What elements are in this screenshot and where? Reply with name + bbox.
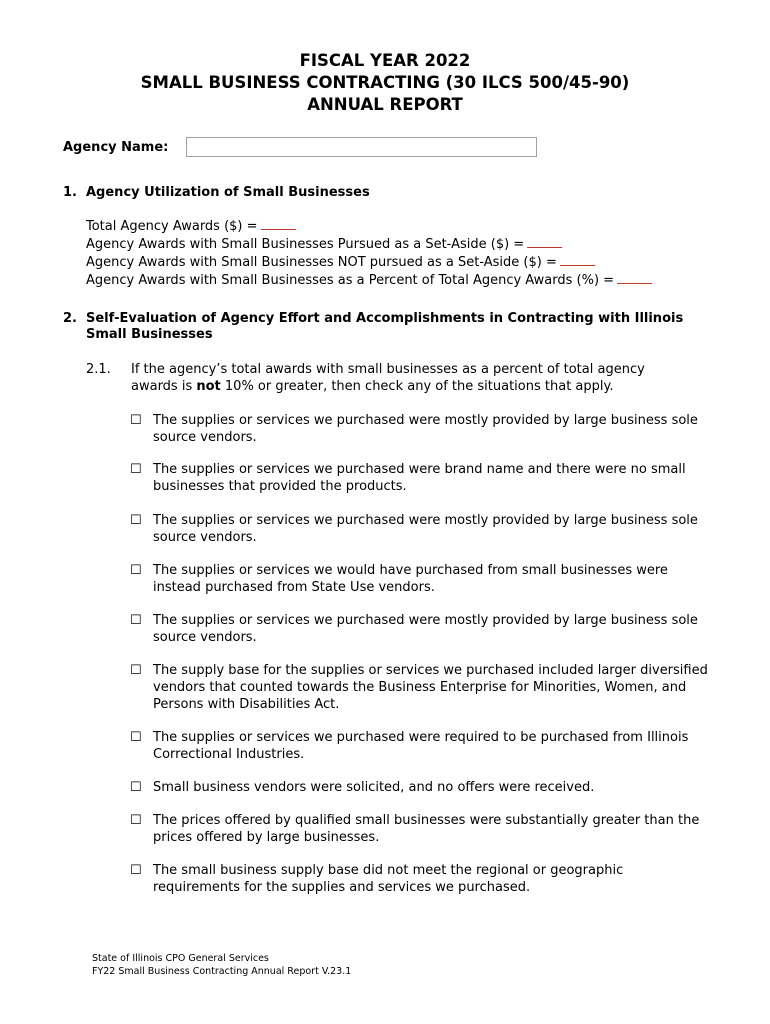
section-1-number: 1. <box>63 185 77 200</box>
agency-name-input[interactable] <box>186 137 537 157</box>
option-10-text: The small business supply base did not meet the regional or geographic requirements for the supplies and services we purchased. <box>153 863 624 895</box>
option-3-text: The supplies or services we purchased were mostly provided by large business sole source vendors. <box>153 513 698 545</box>
checkbox-2[interactable]: ☐ <box>130 462 142 477</box>
report-title <box>0 50 770 116</box>
option-7-text: The supplies or services we purchased were required to be purchased from Illinois Correctional Industries. <box>153 730 689 762</box>
percent-awards-blank[interactable] <box>617 271 652 284</box>
option-9-text: The prices offered by qualified small businesses were substantially greater than the prices offered by large businesses. <box>153 813 700 845</box>
page-footer <box>92 952 351 978</box>
option-2-text: The supplies or services we purchased were brand name and there were no small businesses that provided the products. <box>153 462 686 494</box>
checkbox-7[interactable]: ☐ <box>130 730 142 745</box>
title-line-2: SMALL BUSINESS CONTRACTING (30 ILCS 500/45-90) <box>140 73 630 92</box>
checkbox-10[interactable]: ☐ <box>130 863 142 878</box>
title-line-3: ANNUAL REPORT <box>307 95 463 114</box>
set-aside-awards-blank[interactable] <box>527 235 562 248</box>
total-awards-blank[interactable] <box>261 217 296 230</box>
not-set-aside-awards-blank[interactable] <box>560 253 595 266</box>
agency-name-label: Agency Name: <box>63 140 169 155</box>
award-line-set-aside: Agency Awards with Small Businesses Pursued as a Set-Aside ($) = <box>86 235 652 253</box>
footer-line-2: FY22 Small Business Contracting Annual Report V.23.1 <box>92 966 352 977</box>
awards-summary <box>86 217 652 289</box>
checkbox-5[interactable]: ☐ <box>130 613 142 628</box>
section-1-title: Agency Utilization of Small Businesses <box>86 185 370 200</box>
option-8-text: Small business vendors were solicited, and no offers were received. <box>153 780 595 795</box>
checkbox-3[interactable]: ☐ <box>130 513 142 528</box>
award-line-percent: Agency Awards with Small Businesses as a Percent of Total Agency Awards (%) = <box>86 271 652 289</box>
option-5-text: The supplies or services we purchased were mostly provided by large business sole source vendors. <box>153 613 698 645</box>
agency-name-row <box>63 136 168 155</box>
option-4-text: The supplies or services we would have purchased from small businesses were instead purchased from State Use vendors. <box>153 563 668 595</box>
checkbox-1[interactable]: ☐ <box>130 413 142 428</box>
checkbox-9[interactable]: ☐ <box>130 813 142 828</box>
award-line-total: Total Agency Awards ($) = <box>86 217 652 235</box>
checkbox-6[interactable]: ☐ <box>130 663 142 678</box>
checkbox-8[interactable]: ☐ <box>130 780 142 795</box>
section-2-title: Self-Evaluation of Agency Effort and Accomplishments in Contracting with Illinois Small Businesses <box>86 311 684 342</box>
subsection-2-1-text: If the agency’s total awards with small businesses as a percent of total agency awards is not 10% or greater, then check any of the situations that apply. <box>131 362 645 394</box>
title-line-1: FISCAL YEAR 2022 <box>299 51 471 70</box>
option-1-text: The supplies or services we purchased were mostly provided by large business sole source vendors. <box>153 413 698 445</box>
option-6-text: The supply base for the supplies or services we purchased included larger diversified vendors that counted towards the Business Enterprise for Minorities, Women, and Persons with Disabilities Act. <box>153 663 708 712</box>
checkbox-4[interactable]: ☐ <box>130 563 142 578</box>
subsection-2-1-number: 2.1. <box>86 362 111 377</box>
award-line-not-set-aside: Agency Awards with Small Businesses NOT pursued as a Set-Aside ($) = <box>86 253 652 271</box>
footer-line-1: State of Illinois CPO General Services <box>92 953 269 964</box>
section-2-number: 2. <box>63 311 77 326</box>
